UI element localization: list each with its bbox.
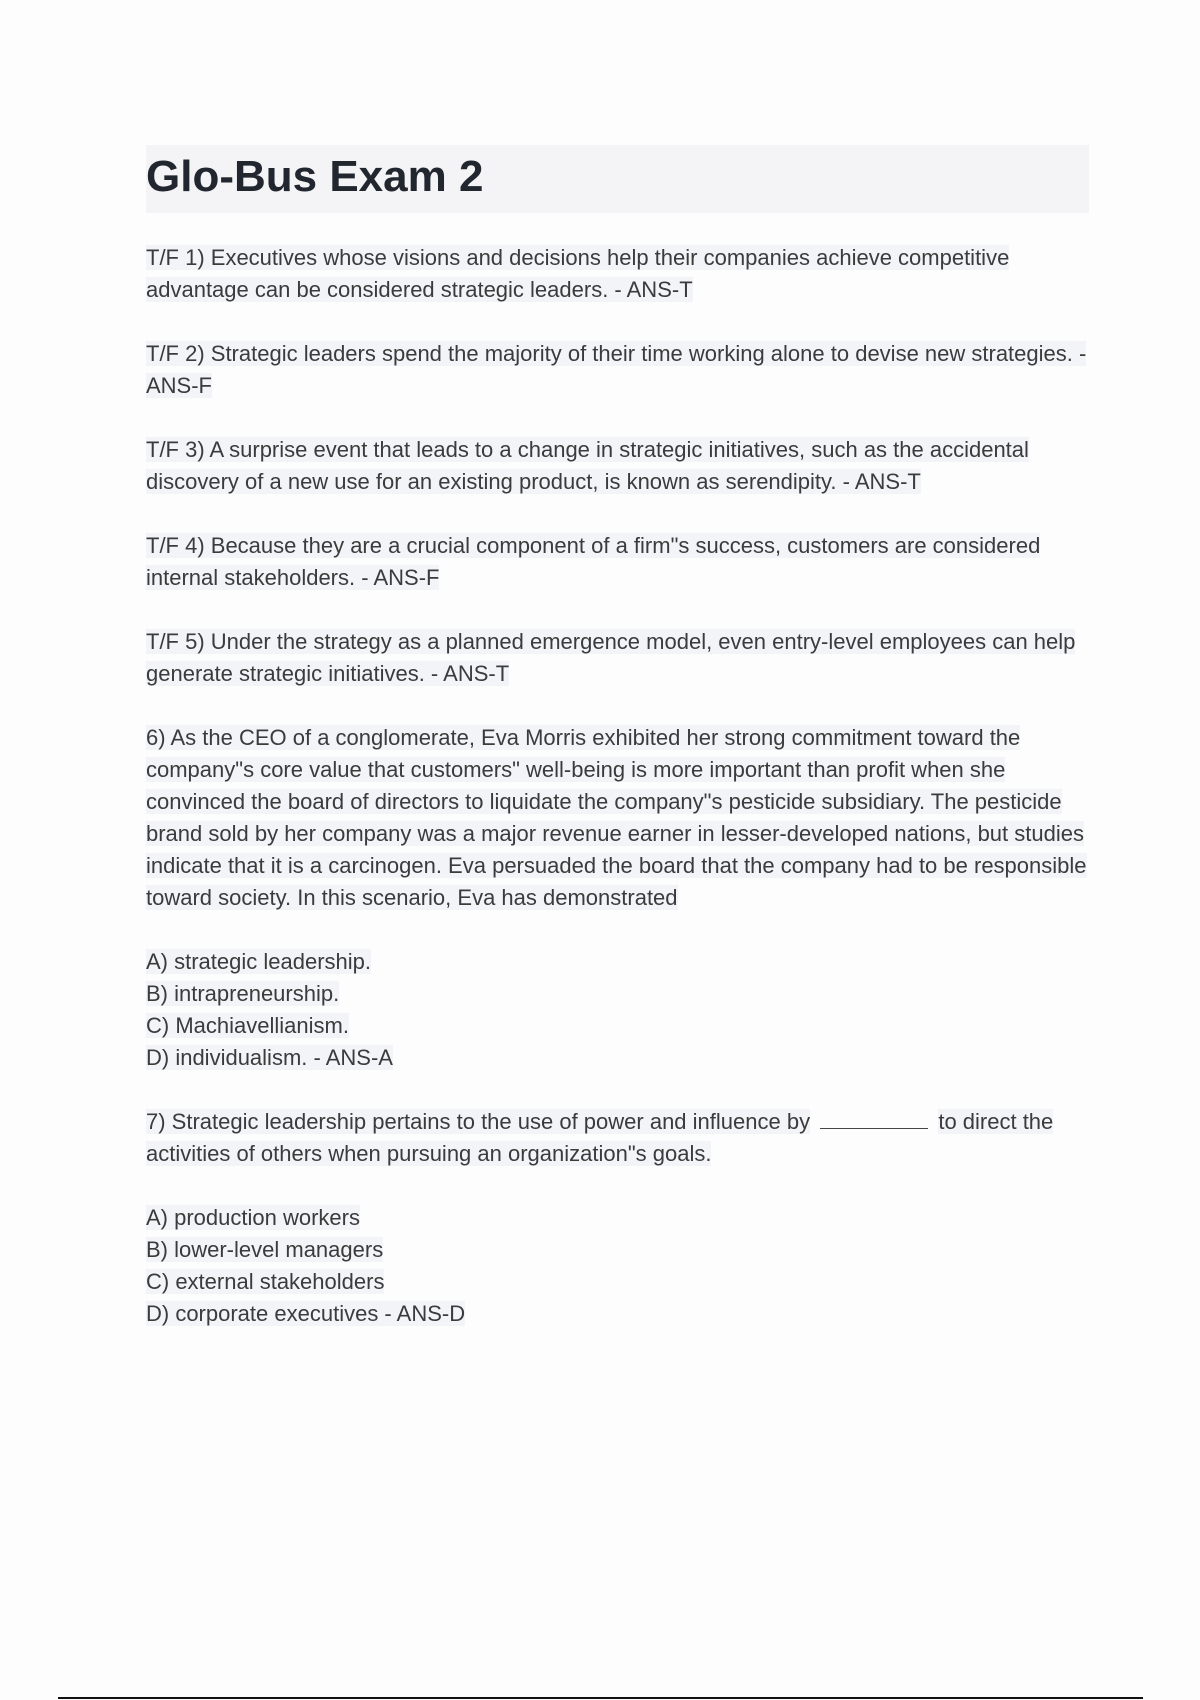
option-item [146,1202,1096,1234]
question-2-text: T/F 2) Strategic leaders spend the majority of their time working alone to devise new strategies. - ANS-F [146,341,1087,398]
question-3-text: T/F 3) A surprise event that leads to a change in strategic initiatives, such as the accidental discovery of a new use for an existing product, is known as serendipity. - ANS-T [146,437,1029,494]
option-text: A) strategic leadership. [146,949,371,974]
option-text: A) production workers [146,1205,360,1230]
question-7-options [146,1202,1096,1330]
title-banner [146,145,1089,213]
option-text: D) corporate executives - ANS-D [146,1301,466,1326]
question-6 [146,722,1096,914]
question-1 [146,242,1096,306]
option-text: B) intrapreneurship. [146,981,340,1006]
question-4-text: T/F 4) Because they are a crucial component of a firm"s success, customers are considered internal stakeholders. - ANS-F [146,533,1041,590]
question-3 [146,434,1096,498]
option-item [146,1298,1096,1330]
question-1-text: T/F 1) Executives whose visions and decisions help their companies achieve competitive advantage can be considered strategic leaders. - ANS-T [146,245,1010,302]
question-6-options [146,946,1096,1074]
option-text: D) individualism. - ANS-A [146,1045,393,1070]
question-4 [146,530,1096,594]
document-title: Glo-Bus Exam 2 [146,152,484,201]
option-item [146,1042,1096,1074]
question-7 [146,1106,1096,1170]
option-text: B) lower-level managers [146,1237,384,1262]
option-item [146,978,1096,1010]
question-7-text-before: 7) Strategic leadership pertains to the use of power and influence by [146,1109,811,1134]
fill-in-blank [820,1108,928,1129]
document-body [146,242,1096,1362]
question-2 [146,338,1096,402]
question-5 [146,626,1096,690]
option-item [146,1010,1096,1042]
page-bottom-divider [58,1697,1143,1699]
option-text: C) Machiavellianism. [146,1013,349,1038]
question-5-text: T/F 5) Under the strategy as a planned emergence model, even entry-level employees can help generate strategic initiatives. - ANS-T [146,629,1076,686]
question-7-text-after: to direct the activities of others when pursuing an organization"s goals. [146,1109,1054,1166]
option-item [146,946,1096,978]
option-text: C) external stakeholders [146,1269,385,1294]
option-item [146,1266,1096,1298]
option-item [146,1234,1096,1266]
question-6-text: 6) As the CEO of a conglomerate, Eva Morris exhibited her strong commitment toward the company"s core value that customers" well-being is more important than profit when she convinced the board of directors to liquidate the company"s pesticide subsidiary. The pesticide brand sold by her company was a major revenue earner in lesser-developed nations, but studies indicate that it is a carcinogen. Eva persuaded the board that the company had to be responsible toward society. In this scenario, Eva has demonstrated [146,725,1087,910]
